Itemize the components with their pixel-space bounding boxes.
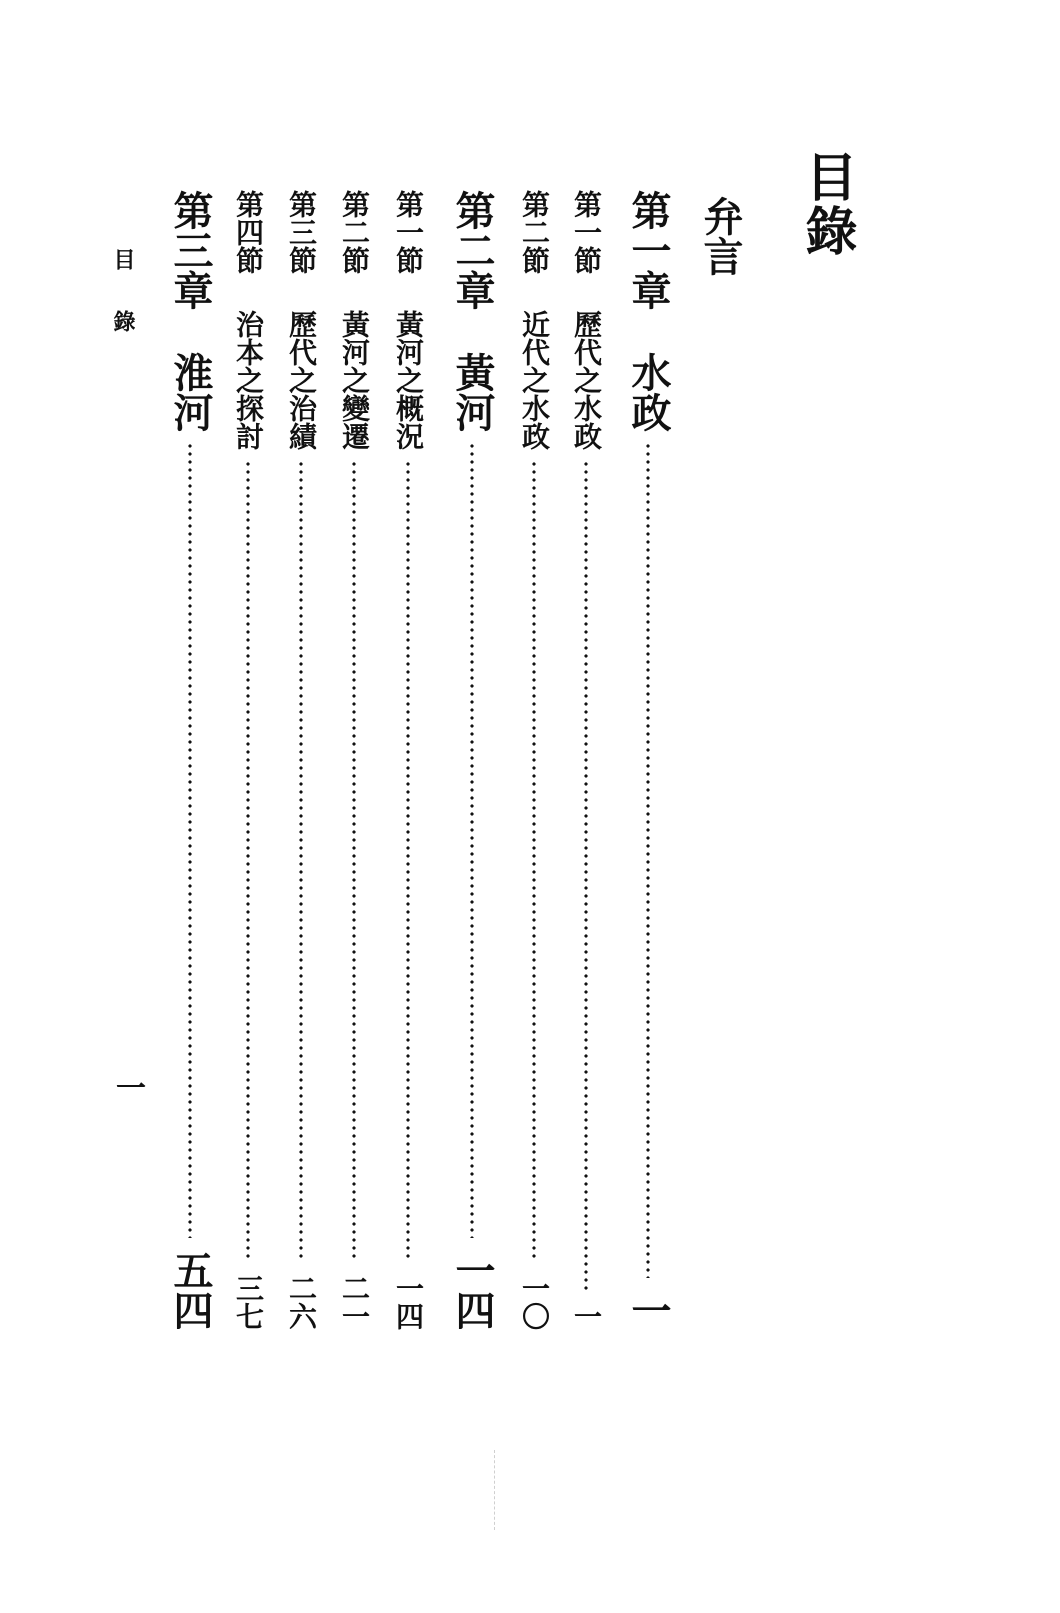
toc-label: 第二節 — [338, 190, 371, 274]
dot-leader — [532, 460, 536, 1262]
toc-entry-section-1-1[interactable] — [570, 190, 603, 1330]
toc-entry-section-2-3[interactable] — [285, 190, 318, 1330]
dot-leader — [646, 442, 650, 1278]
toc-page-number: 一 — [625, 1290, 672, 1330]
toc-entry-section-2-1[interactable] — [392, 190, 425, 1330]
dot-leader — [406, 460, 410, 1262]
toc-title: 歷代之治績 — [285, 310, 318, 450]
toc-page-number: 一 — [570, 1302, 603, 1330]
toc-entry-chapter-1[interactable] — [625, 190, 672, 1330]
toc-title: 黃河之變遷 — [338, 310, 371, 450]
toc-page-number: 二六 — [285, 1274, 318, 1330]
toc-entry-preface[interactable] — [697, 196, 744, 1336]
scan-artifact-line — [494, 1450, 496, 1530]
dot-leader — [246, 460, 250, 1262]
toc-label: 弁言 — [697, 196, 744, 276]
toc-label: 第二節 — [518, 190, 551, 274]
toc-title: 黃河之概況 — [392, 310, 425, 450]
toc-page-number: 五四 — [167, 1250, 214, 1330]
dot-leader — [299, 460, 303, 1262]
toc-label: 第一節 — [570, 190, 603, 274]
toc-entry-section-2-2[interactable] — [338, 190, 371, 1330]
toc-page-number: 一四 — [449, 1250, 496, 1330]
dot-leader — [584, 460, 588, 1290]
toc-title: 歷代之水政 — [570, 310, 603, 450]
toc-title: 近代之水政 — [518, 310, 551, 450]
toc-title: 治本之探討 — [232, 310, 265, 450]
toc-label: 第三節 — [285, 190, 318, 274]
dot-leader — [352, 460, 356, 1262]
toc-label: 第三章 — [167, 190, 214, 310]
toc-label: 第一節 — [392, 190, 425, 274]
page-title: 目錄 — [796, 150, 857, 258]
toc-label: 第一章 — [625, 190, 672, 310]
toc-entry-chapter-3[interactable] — [167, 190, 214, 1330]
toc-page-number: 一〇 — [518, 1274, 551, 1330]
toc-title: 淮河 — [167, 352, 214, 432]
toc-page-number: 二一 — [338, 1274, 371, 1330]
running-head-title: 目錄 — [110, 248, 136, 372]
running-head-page-number: 一 — [110, 1072, 145, 1102]
toc-title: 黃河 — [449, 352, 496, 432]
dot-leader — [470, 442, 474, 1238]
dot-leader — [188, 442, 192, 1238]
toc-page-number: 三七 — [232, 1274, 265, 1330]
toc-entry-section-1-2[interactable] — [518, 190, 551, 1330]
toc-label: 第二章 — [449, 190, 496, 310]
toc-title: 水政 — [625, 352, 672, 432]
toc-entry-chapter-2[interactable] — [449, 190, 496, 1330]
toc-label: 第四節 — [232, 190, 265, 274]
toc-entry-section-2-4[interactable] — [232, 190, 265, 1330]
toc-page-number: 一四 — [392, 1274, 425, 1330]
